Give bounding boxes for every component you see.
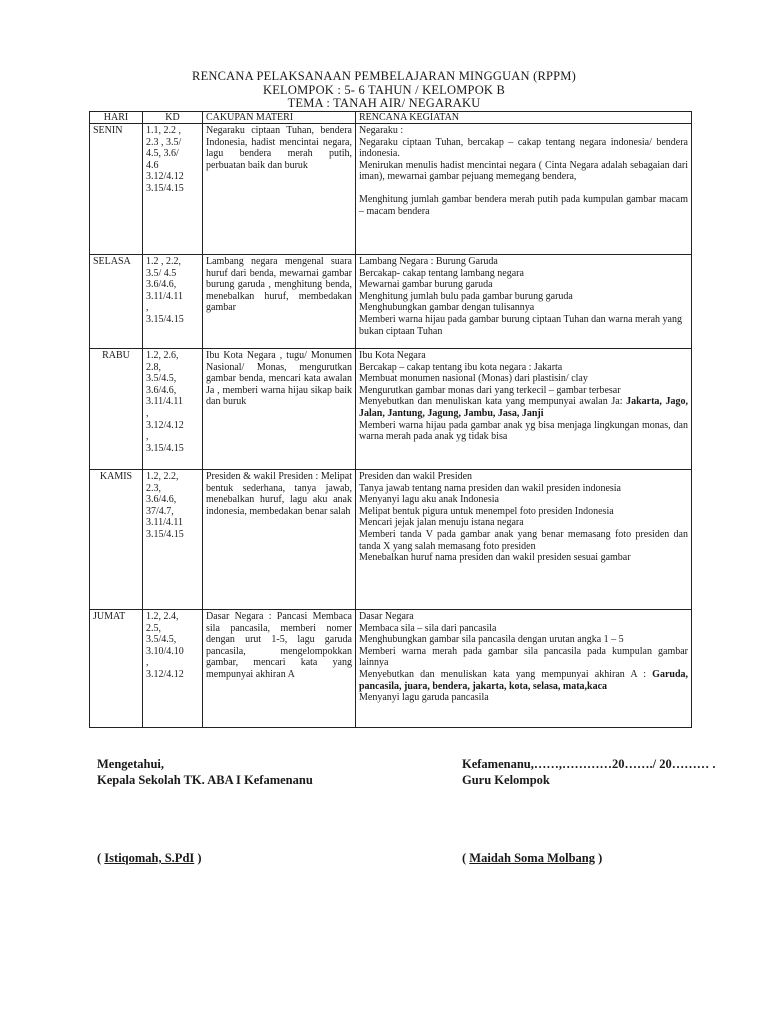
- kegiatan-line: Negaraku :: [359, 125, 404, 136]
- kegiatan-line: Menghubungkan gambar dengan tulisannya: [359, 302, 535, 314]
- kd-line: 3.11/4.11: [146, 396, 184, 408]
- day-cell: SELASA: [90, 255, 143, 349]
- kegiatan-line: Menghitung jumlah gambar bendera merah putih pada kumpulan gambar macam – macam bendera: [359, 193, 688, 217]
- kegiatan-cell: [356, 470, 692, 610]
- kegiatan-line: Memberi warna hijau pada gambar burung ciptaan Tuhan dan warna merah yang bukan ciptaan Tuhan: [359, 313, 682, 337]
- kd-line: 3.11/4.11: [146, 290, 184, 302]
- teacher-label: Guru Kelompok: [462, 773, 550, 787]
- kd-cell: [143, 470, 203, 610]
- kegiatan-line: Memberi warna merah pada gambar sila pancasila pada kumpulan gambar lainnya: [359, 645, 688, 669]
- kd-line: 1.2, 2.2,: [146, 471, 179, 482]
- kegiatan-line: [359, 669, 688, 692]
- day-cell: JUMAT: [90, 610, 143, 728]
- kd-line: 1.1, 2.2 ,: [146, 125, 181, 136]
- kd-line: 4.5, 3.6/: [146, 148, 179, 160]
- kegiatan-text: Menyebutkan dan menuliskan kata yang mempunyai awalan: [359, 396, 608, 408]
- a-word-list: Garuda, pancasila, juara, bendera, jakarta, kota, selasa, mata,kaca: [359, 668, 689, 692]
- kegiatan-line: Menyanyi lagu garuda pancasila: [359, 692, 489, 704]
- document-title: RENCANA PELAKSANAAN PEMBELAJARAN MINGGUAN (RPPM): [192, 69, 576, 83]
- table-row: [90, 255, 692, 349]
- kegiatan-line: Bercakap- cakap tentang lambang negara: [359, 267, 524, 279]
- kd-line: ,: [146, 407, 149, 419]
- kd-line: 1.2, 2.4,: [146, 611, 179, 622]
- kegiatan-line: Menyanyi lagu aku anak Indonesia: [359, 494, 499, 506]
- kegiatan-cell: [356, 124, 692, 255]
- teacher-name: Maidah Soma Molbang: [469, 851, 596, 865]
- kegiatan-line: Bercakap – cakap tentang ibu kota negara : Jakarta: [359, 361, 563, 373]
- kegiatan-cell: [356, 349, 692, 470]
- table-row: [90, 349, 692, 470]
- materi-cell: Ibu Kota Negara , tugu/ Monumen Nasional/ Monas, mengurutkan gambar benda, mencari kata awalan Ja , memberi warna hijau sikap baik dan buruk: [203, 349, 356, 470]
- kegiatan-line: Memberi warna hijau pada gambar anak yg bisa menjaga lingkungan monas, dan warna merah pada anak yg tidak bisa: [359, 419, 688, 443]
- kd-line: 3.6/4.6,: [146, 384, 177, 396]
- ja-word-list: Jakarta, Jago, Jalan, Jantung, Jagung, Jambu, Jasa, Janji: [359, 396, 689, 419]
- kegiatan-text: A :: [630, 668, 646, 680]
- kd-line: ,: [146, 657, 149, 669]
- document-header: [0, 70, 768, 111]
- kd-line: 3.10/4.10: [146, 645, 184, 657]
- column-header-kd: KD: [143, 112, 203, 124]
- kegiatan-line: [359, 396, 688, 419]
- kd-line: 3.5/4.5,: [146, 634, 177, 646]
- kegiatan-line: Membaca sila – sila dari pancasila: [359, 622, 497, 634]
- kegiatan-line: Lambang Negara : Burung Garuda: [359, 256, 498, 267]
- materi-cell: Presiden & wakil Presiden : Melipat bentuk sederhana, tanya jawab, menebalkan huruf, lagu aku anak indonesia, membedakan benar salah: [203, 470, 356, 610]
- kd-cell: [143, 255, 203, 349]
- kd-line: 2.3,: [146, 482, 161, 494]
- kd-line: 3.12/4.12: [146, 419, 184, 431]
- headmaster-signature: ( Istiqomah, S.PdI ): [97, 851, 202, 865]
- kd-line: 1.2 , 2.2,: [146, 256, 181, 267]
- place-date-label: Kefamenanu,……,…………20……./ 20……… .: [462, 757, 716, 771]
- table-row: [90, 470, 692, 610]
- group-subtitle: KELOMPOK : 5- 6 TAHUN / KELOMPOK B: [262, 82, 506, 97]
- materi-cell: Lambang negara mengenal suara huruf dari benda, mewarnai gambar burung garuda , menghitung benda, menebalkan huruf, membedakan gambar: [203, 255, 356, 349]
- table-header-row: [90, 112, 692, 124]
- kegiatan-line: Menebalkan huruf nama presiden dan wakil presiden sesuai gambar: [359, 552, 631, 564]
- kegiatan-line: Melipat bentuk pigura untuk menempel foto presiden Indonesia: [359, 505, 614, 517]
- kd-line: 3.15/4.15: [146, 313, 184, 325]
- theme-subtitle: TEMA : TANAH AIR/ NEGARAKU: [287, 96, 481, 110]
- kegiatan-line: Menghubungkan gambar sila pancasila dengan urutan angka 1 – 5: [359, 634, 624, 646]
- kegiatan-line: Tanya jawab tentang nama presiden dan wakil presiden indonesia: [359, 482, 621, 494]
- column-header-cakupan-materi: CAKUPAN MATERI: [203, 112, 356, 124]
- kegiatan-line: Membuat monumen nasional (Monas) dari plastisin/ clay: [359, 373, 588, 385]
- kd-line: 2.8,: [146, 361, 161, 373]
- kd-line: 3.5/4.5,: [146, 373, 177, 385]
- kegiatan-line: Negaraku ciptaan Tuhan, bercakap – cakap tentang negara indonesia/ bendera indonesia.: [359, 136, 688, 160]
- column-header-rencana-kegiatan: RENCANA KEGIATAN: [356, 112, 692, 124]
- rppm-table: [89, 111, 692, 728]
- table-row: [90, 124, 692, 255]
- kegiatan-cell: [356, 610, 692, 728]
- kd-line: ,: [146, 431, 149, 443]
- kd-cell: [143, 349, 203, 470]
- table-row: [90, 610, 692, 728]
- materi-cell: Negaraku ciptaan Tuhan, bendera Indonesia, hadist mencintai negara, lagu bendera merah putih, perbuatan baik dan buruk: [203, 124, 356, 255]
- day-cell: RABU: [90, 349, 143, 470]
- kd-line: 3.15/4.15: [146, 182, 184, 194]
- kd-line: 3.6/4.6,: [146, 494, 177, 506]
- kegiatan-line: Mengurutkan gambar monas dari yang terkecil – gambar terbesar: [359, 384, 621, 396]
- kd-cell: [143, 610, 203, 728]
- kd-line: 37/4.7,: [146, 505, 174, 517]
- kd-line: 3.6/4.6,: [146, 279, 177, 291]
- column-header-hari: HARI: [90, 112, 143, 124]
- kd-line: 3.12/4.12: [146, 668, 184, 680]
- headmaster-label: Kepala Sekolah TK. ABA I Kefamenanu: [97, 773, 313, 787]
- acknowledged-label: Mengetahui,: [97, 757, 165, 771]
- kd-line: 3.11/4.11: [146, 517, 184, 529]
- kegiatan-line: Menghitung jumlah bulu pada gambar burung garuda: [359, 290, 573, 302]
- kegiatan-line: Memberi tanda V pada gambar anak yang benar memasang foto presiden dan tanda X yang salah memasang foto presiden: [359, 528, 688, 552]
- kd-cell: [143, 124, 203, 255]
- teacher-signature: ( Maidah Soma Molbang ): [462, 851, 603, 865]
- materi-cell: Dasar Negara : Pancasi Membaca sila pancasila, memberi nomer dengan urut 1-5, lagu garuda pancasila, mengelompokkan gambar, mencari kata yang mempunyai akhiran A: [203, 610, 356, 728]
- headmaster-name: Istiqomah, S.PdI: [104, 851, 195, 865]
- kegiatan-line: Menirukan menulis hadist mencintai negara ( Cinta Negara adalah sebagaian dari iman), mewarnai gambar pejuang memegang bendera,: [359, 159, 688, 183]
- kd-line: ,: [146, 302, 149, 314]
- kd-line: 1.2, 2.6,: [146, 350, 179, 361]
- kd-line: 3.5/ 4.5: [146, 267, 177, 279]
- kegiatan-line: Presiden dan wakil Presiden: [359, 471, 473, 482]
- spacer: [359, 183, 688, 194]
- kegiatan-line: Mewarnai gambar burung garuda: [359, 279, 493, 291]
- kegiatan-cell: [356, 255, 692, 349]
- kegiatan-line: Mencari jejak jalan menuju istana negara: [359, 517, 524, 529]
- day-cell: SENIN: [90, 124, 143, 255]
- kd-line: 2.5,: [146, 622, 161, 634]
- kd-line: 3.15/4.15: [146, 528, 184, 540]
- kegiatan-text: Menyebutkan dan menuliskan kata yang mempunyai akhiran: [359, 668, 625, 680]
- kd-line: 4.6: [146, 159, 159, 171]
- kd-line: 2.3 , 3.5/: [146, 136, 182, 148]
- day-cell: KAMIS: [90, 470, 143, 610]
- kegiatan-text: Ja:: [611, 396, 623, 408]
- kegiatan-line: Ibu Kota Negara: [359, 350, 426, 361]
- kd-line: 3.12/4.12: [146, 171, 184, 183]
- kd-line: 3.15/4.15: [146, 442, 184, 454]
- kegiatan-line: Dasar Negara: [359, 611, 414, 622]
